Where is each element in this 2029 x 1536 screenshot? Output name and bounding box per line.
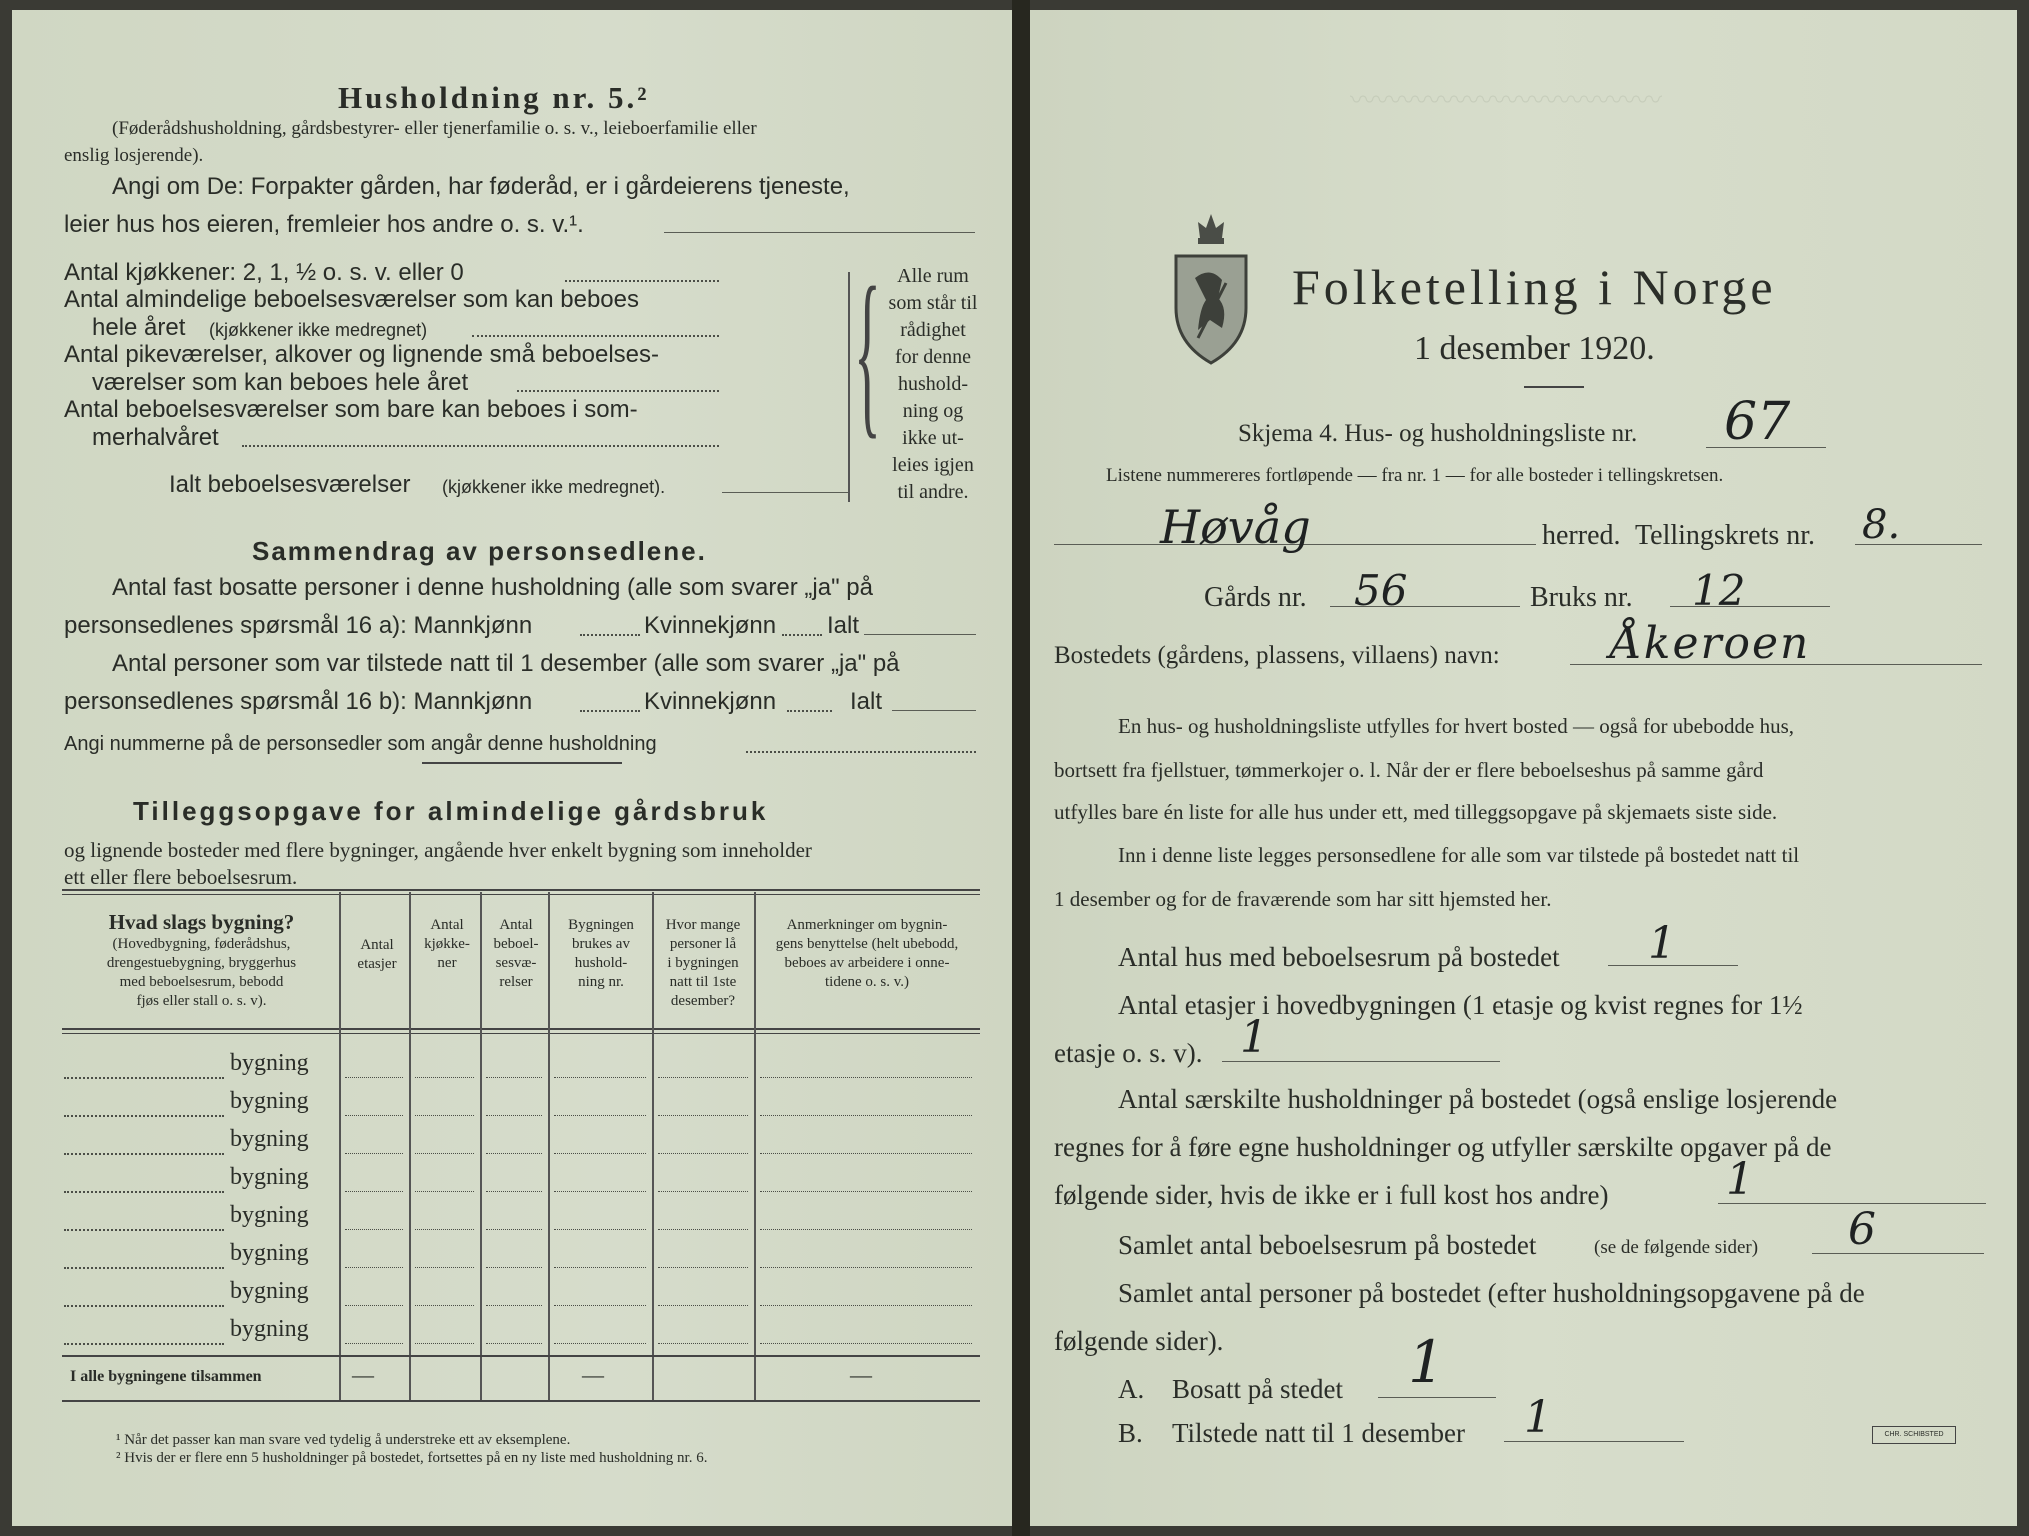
rooms-total-value[interactable]: 6 [1848, 1204, 1876, 1255]
building-row-cell[interactable] [760, 1153, 972, 1154]
column-divider [409, 892, 411, 1402]
building-row-cell[interactable] [345, 1153, 403, 1154]
rooms-side-note-line: som står til [888, 292, 978, 314]
table-total-dash: — [582, 1362, 604, 1387]
rooms-b-answer-line[interactable] [517, 390, 719, 392]
building-row-cell[interactable] [415, 1115, 474, 1116]
households-label-2: regnes for å føre egne husholdninger og utfyller særskilte opgaver på de [1054, 1132, 1832, 1162]
book-spine [1012, 0, 1030, 1536]
building-row-cell[interactable] [554, 1077, 646, 1078]
info-line-4: Inn i denne liste legges personsedlene for alle som var tilstede på bostedet natt til [1118, 843, 1800, 867]
building-row-cell[interactable] [415, 1267, 474, 1268]
tilstede-label: Tilstede natt til 1 desember [1172, 1418, 1465, 1448]
building-row-cell[interactable] [345, 1267, 403, 1268]
tellingskrets-label: Tellingskrets nr. [1635, 520, 1816, 551]
column-header-line: personer lå [669, 936, 737, 952]
column-header-line: tidene o. s. v.) [824, 974, 909, 990]
supplement-heading: Tilleggsopgave for almindelige gårdsbruk [133, 796, 769, 826]
rooms-a-question: Antal almindelige beboelsesværelser som kan beboes [64, 286, 639, 313]
column-header-line: sesvæ- [495, 955, 537, 971]
numbers-answer-line[interactable] [746, 751, 976, 753]
right-page [1030, 10, 2017, 1526]
building-row-input[interactable] [64, 1115, 224, 1117]
summary-q2: Antal personer som var tilstede natt til 1 desember (alle som svarer „ja" på [112, 650, 900, 677]
column-header-line: Antal [360, 937, 394, 953]
column-header-line: etasjer [357, 956, 397, 972]
col-building-type-title: Hvad slags bygning? [108, 910, 295, 934]
building-row-cell[interactable] [760, 1115, 972, 1116]
summary-heading: Sammendrag av personsedlene. [252, 536, 707, 566]
building-row-cell[interactable] [554, 1115, 646, 1116]
building-row-cell[interactable] [554, 1229, 646, 1230]
col-building-type-header [64, 910, 339, 1011]
column-header [652, 916, 754, 1011]
building-row-cell[interactable] [658, 1153, 748, 1154]
building-row-cell[interactable] [345, 1077, 403, 1078]
status-question-2: leier hus hos eieren, fremleier hos andre o. s. v.¹. [64, 211, 584, 238]
household-subtitle-2: enslig losjerende). [64, 145, 204, 166]
building-row-input[interactable] [64, 1229, 224, 1231]
building-row-cell[interactable] [486, 1229, 542, 1230]
building-row-cell[interactable] [554, 1343, 646, 1344]
building-row-label: bygning [230, 1202, 309, 1228]
tilstede-value[interactable]: 1 [1524, 1392, 1552, 1443]
info-line-1: En hus- og husholdningsliste utfylles for hvert bosted — også for ubebodde hus, [1118, 714, 1794, 738]
bruks-value[interactable]: 12 [1692, 566, 1746, 615]
column-header-line: Antal [499, 917, 533, 933]
rooms-b-question-2: værelser som kan beboes hele året [92, 369, 469, 396]
building-row-cell[interactable] [415, 1343, 474, 1344]
bruks-label: Bruks nr. [1530, 582, 1633, 613]
rooms-a-answer-line[interactable] [472, 335, 719, 337]
column-header-line: hushold- [574, 955, 628, 971]
col-building-type-sub [64, 935, 339, 1011]
rooms-side-note-line: hushold- [898, 373, 968, 395]
column-header [482, 916, 550, 992]
rooms-c-answer-line[interactable] [242, 445, 719, 447]
building-row-cell[interactable] [486, 1153, 542, 1154]
building-row-cell[interactable] [658, 1305, 748, 1306]
summary-q1-2: personsedlenes spørsmål 16 a): Mannkjønn [64, 612, 533, 639]
summary-q2-total-label: Ialt [850, 688, 883, 715]
summary-q1-female-line[interactable] [782, 634, 822, 636]
column-header-line: beboel- [493, 936, 539, 952]
column-header-line: beboes av arbeidere i onne- [784, 955, 950, 971]
column-header-line: brukes av [572, 936, 630, 952]
kitchens-question: Antal kjøkkener: 2, 1, ½ o. s. v. eller 0 [64, 259, 464, 286]
households-label: Antal særskilte husholdninger på bostedet (også enslige losjerende [1118, 1084, 1838, 1114]
column-header-line: i bygningen [667, 955, 739, 971]
numbering-note: Listene nummereres fortløpende — fra nr. 1 — for alle bosteder i tellingskretsen. [1106, 465, 1724, 486]
building-row-cell[interactable] [415, 1077, 474, 1078]
floors-value[interactable]: 1 [1240, 1012, 1268, 1063]
rooms-total-answer-line[interactable] [722, 492, 848, 493]
bosted-value[interactable]: Åkeroen [1610, 618, 1811, 669]
summary-q2-total-line[interactable] [892, 710, 976, 711]
column-divider [754, 892, 756, 1402]
column-header-line: Antal [430, 917, 464, 933]
col-building-type-sub-line: (Hovedbygning, føderådshus, [112, 936, 291, 952]
kitchens-answer-line[interactable] [565, 280, 719, 282]
rooms-total-line[interactable] [1812, 1253, 1984, 1254]
status-answer-line[interactable] [664, 232, 975, 233]
bosatt-line[interactable] [1378, 1397, 1496, 1398]
rooms-c-question-2: merhalvåret [92, 424, 219, 451]
building-row-cell[interactable] [658, 1229, 748, 1230]
bleed-through: 〰〰〰〰〰〰〰〰〰〰〰〰 [1350, 86, 1663, 115]
floors-label: Antal etasjer i hovedbygningen (1 etasje og kvist regnes for 1½ [1118, 990, 1803, 1020]
column-header [550, 916, 652, 992]
column-header-line: Bygningen [568, 917, 634, 933]
rooms-side-note [880, 263, 986, 506]
building-row-input[interactable] [64, 1267, 224, 1269]
column-header-line: desember? [670, 993, 736, 1009]
building-row-cell[interactable] [658, 1343, 748, 1344]
table-total-dash: — [352, 1362, 374, 1387]
status-question-1: Angi om De: Forpakter gården, har føderåd, er i gårdeierens tjeneste, [112, 173, 850, 200]
household-title: Husholdning nr. 5.² [338, 80, 650, 115]
building-row-input[interactable] [64, 1305, 224, 1307]
column-header-line: natt til 1ste [669, 974, 737, 990]
building-row-cell[interactable] [554, 1153, 646, 1154]
column-header-line: ning nr. [578, 974, 624, 990]
supplement-desc: og lignende bosteder med flere bygninger, angående hver enkelt bygning som inneholder [64, 838, 812, 862]
building-row-cell[interactable] [415, 1153, 474, 1154]
summary-q1-female-label: Kvinnekjønn [644, 612, 777, 639]
bosatt-label: Bosatt på stedet [1172, 1374, 1343, 1404]
column-header-line: Hvor mange [665, 917, 741, 933]
rooms-a-question-2: hele året [92, 314, 186, 341]
rooms-divider [848, 272, 850, 502]
building-row-label: bygning [230, 1164, 309, 1190]
summary-q1-total-line[interactable] [864, 634, 976, 635]
rooms-total-label: Ialt beboelsesværelser [169, 471, 411, 498]
census-title: Folketelling i Norge [1292, 259, 1777, 315]
rooms-b-question: Antal pikeværelser, alkover og lignende små beboelses- [64, 341, 659, 368]
building-row-cell[interactable] [415, 1191, 474, 1192]
building-row-label: bygning [230, 1240, 309, 1266]
table-total-rule [62, 1355, 980, 1357]
section-divider [422, 762, 622, 764]
column-header-line: kjøkke- [424, 936, 470, 952]
column-divider [652, 892, 654, 1402]
summary-q2-2: personsedlenes spørsmål 16 b): Mannkjønn [64, 688, 533, 715]
schema-value[interactable]: 67 [1724, 392, 1791, 452]
col-building-type-sub-line: fjøs eller stall o. s. v). [136, 993, 267, 1009]
rooms-side-note-line: ning og [902, 400, 964, 422]
building-row-cell[interactable] [554, 1305, 646, 1306]
building-row-cell[interactable] [486, 1115, 542, 1116]
building-row-input[interactable] [64, 1153, 224, 1155]
building-row-cell[interactable] [658, 1191, 748, 1192]
column-header-line: gens benyttelse (helt ubebodd, [775, 936, 959, 952]
building-row-cell[interactable] [486, 1267, 542, 1268]
building-row-cell[interactable] [486, 1305, 542, 1306]
building-row-cell[interactable] [486, 1343, 542, 1344]
column-divider [548, 892, 550, 1402]
building-row-label: bygning [230, 1126, 309, 1152]
building-row-cell[interactable] [760, 1267, 972, 1268]
column-header [754, 916, 980, 992]
rooms-c-question: Antal beboelsesværelser som bare kan beboes i som- [64, 396, 638, 423]
household-subtitle: (Føderådshusholdning, gårdsbestyrer- eller tjenerfamilie o. s. v., leieboerfamilie eller [112, 118, 757, 139]
summary-q1-total-label: Ialt [827, 612, 860, 639]
houses-label: Antal hus med beboelsesrum på bostedet [1118, 942, 1560, 972]
left-page [12, 10, 1012, 1526]
building-row-label: bygning [230, 1278, 309, 1304]
building-row-cell[interactable] [345, 1115, 403, 1116]
summary-q2-female-label: Kvinnekjønn [644, 688, 777, 715]
column-header-line: relser [499, 974, 533, 990]
tilstede-letter: B. [1118, 1418, 1143, 1448]
rooms-side-note-line: ikke ut- [902, 427, 964, 449]
table-top-rule [62, 889, 980, 895]
herred-label: herred. [1542, 520, 1621, 551]
summary-q1: Antal fast bosatte personer i denne husholdning (alle som svarer „ja" på [112, 574, 873, 601]
gards-label: Gårds nr. [1204, 582, 1307, 613]
herred-value[interactable]: Høvåg [1160, 500, 1311, 554]
bosatt-value[interactable]: 1 [1408, 1328, 1445, 1396]
table-total-dash: — [850, 1362, 872, 1387]
rooms-total-note: (se de følgende sider) [1594, 1237, 1759, 1258]
rooms-side-note-line: leies igjen [892, 454, 974, 476]
column-header-line: ner [437, 955, 457, 971]
title-rule [1524, 386, 1584, 388]
building-row-cell[interactable] [554, 1191, 646, 1192]
footnote-1: ¹ Når det passer kan man svare ved tydelig å understreke ett av eksemplene. [116, 1432, 571, 1448]
building-row-label: bygning [230, 1088, 309, 1114]
coat-of-arms-icon [1170, 208, 1252, 368]
column-divider [339, 892, 341, 1402]
rooms-a-note: (kjøkkener ikke medregnet) [209, 320, 428, 340]
rooms-total-note: (kjøkkener ikke medregnet). [442, 477, 666, 497]
houses-value[interactable]: 1 [1648, 918, 1676, 969]
printer-stamp: CHR. SCHIBSTED [1872, 1426, 1956, 1444]
building-row-cell[interactable] [658, 1115, 748, 1116]
col-building-type-sub-line: drengestuebygning, bryggerhus [106, 955, 297, 971]
persons-label: Samlet antal personer på bostedet (efter husholdningsopgavene på de [1118, 1278, 1865, 1308]
rooms-total-label: Samlet antal beboelsesrum på bostedet [1118, 1230, 1537, 1260]
building-row-cell[interactable] [760, 1191, 972, 1192]
rooms-side-note-line: rådighet [900, 319, 966, 341]
building-row-cell[interactable] [658, 1077, 748, 1078]
building-row-cell[interactable] [760, 1305, 972, 1306]
building-row-cell[interactable] [486, 1077, 542, 1078]
info-line-2: bortsett fra fjellstuer, tømmerkojer o. l. Når der er flere beboelseshus på samme gård [1054, 758, 1764, 782]
building-row-label: bygning [230, 1316, 309, 1342]
rooms-side-note-line: for denne [894, 346, 972, 368]
building-row-cell[interactable] [554, 1267, 646, 1268]
building-row-cell[interactable] [345, 1229, 403, 1230]
building-row-input[interactable] [64, 1077, 224, 1079]
footnote-2: ² Hvis der er flere enn 5 husholdninger på bostedet, fortsettes på en ny liste med husholdning nr. 6. [116, 1450, 708, 1466]
building-row-cell[interactable] [760, 1077, 972, 1078]
building-row-input[interactable] [64, 1343, 224, 1345]
bosatt-letter: A. [1118, 1374, 1145, 1404]
tellingskrets-value[interactable]: 8. [1862, 502, 1901, 548]
building-row-cell[interactable] [345, 1191, 403, 1192]
building-row-label: bygning [230, 1050, 309, 1076]
schema-label: Skjema 4. Hus- og husholdningsliste nr. [1238, 420, 1638, 447]
col-building-type-sub-line: med beboelsesrum, bebodd [119, 974, 284, 990]
building-row-cell[interactable] [486, 1191, 542, 1192]
households-label-3: følgende sider, hvis de ikke er i full kost hos andre) [1054, 1180, 1609, 1210]
summary-q2-female-line[interactable] [787, 710, 832, 712]
table-total-label: I alle bygningene tilsammen [70, 1368, 262, 1385]
building-row-cell[interactable] [415, 1229, 474, 1230]
building-row-input[interactable] [64, 1191, 224, 1193]
bosted-label: Bostedets (gårdens, plassens, villaens) navn: [1054, 642, 1500, 669]
persons-label-2: følgende sider). [1054, 1326, 1224, 1356]
summary-q1-male-line[interactable] [580, 634, 640, 636]
building-row-cell[interactable] [345, 1305, 403, 1306]
building-row-cell[interactable] [658, 1267, 748, 1268]
column-divider [480, 892, 482, 1402]
floors-label-2: etasje o. s. v). [1054, 1038, 1203, 1068]
building-row-cell[interactable] [415, 1305, 474, 1306]
households-value[interactable]: 1 [1726, 1154, 1754, 1205]
column-header [342, 936, 412, 974]
column-header-line: Anmerkninger om bygnin- [786, 917, 948, 933]
building-row-cell[interactable] [760, 1343, 972, 1344]
gards-value[interactable]: 56 [1354, 566, 1408, 615]
census-date: 1 desember 1920. [1414, 330, 1655, 367]
building-row-cell[interactable] [345, 1343, 403, 1344]
column-header [412, 916, 482, 973]
table-head-rule [62, 1028, 980, 1034]
table-bottom-rule [62, 1400, 980, 1402]
rooms-side-note-line: Alle rum [897, 265, 969, 287]
rooms-brace: { [854, 252, 881, 457]
info-line-3: utfylles bare én liste for alle hus under ett, med tilleggsopgave på skjemaets siste side. [1054, 800, 1778, 824]
rooms-side-note-line: til andre. [897, 481, 969, 503]
summary-q2-male-line[interactable] [580, 710, 640, 712]
supplement-desc-2: ett eller flere beboelsesrum. [64, 865, 298, 889]
building-row-cell[interactable] [760, 1229, 972, 1230]
numbers-question: Angi nummerne på de personsedler som angår denne husholdning [64, 733, 657, 755]
info-line-5: 1 desember og for de fraværende som har sitt hjemsted her. [1054, 887, 1552, 911]
